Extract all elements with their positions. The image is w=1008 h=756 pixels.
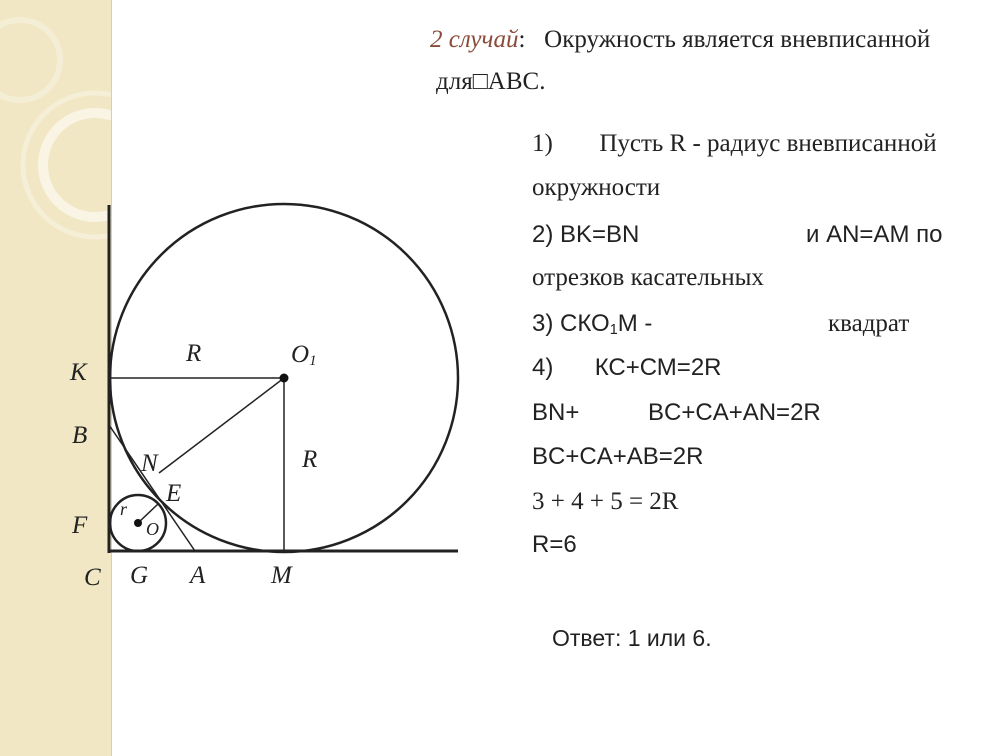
step3-text-b: М - [617, 310, 653, 337]
step4 [532, 354, 722, 382]
label-e: E [166, 480, 182, 507]
label-n: N [141, 450, 158, 477]
step1-text: Пусть R - радиус вневписанной [599, 130, 937, 157]
radius-on-line [159, 378, 284, 473]
label-o1 [291, 341, 317, 370]
step3-text-a: 3) СКО [532, 310, 610, 337]
title-text: Окружность является вневписанной [544, 26, 931, 53]
answer-text: Ответ: 1 или 6. [552, 625, 712, 651]
step1-number: 1) [532, 130, 553, 157]
step7: 3 + 4 + 5 = 2R [532, 488, 679, 515]
label-k: K [70, 359, 87, 386]
label-r-small: r [120, 499, 128, 519]
case-colon: : [518, 26, 526, 53]
center-o1-dot [280, 374, 289, 383]
step3-right: квадрат [828, 310, 910, 337]
step4-number: 4) [532, 354, 554, 381]
step5-left: BN+ [532, 399, 580, 426]
step2-right: и AN=AM по [806, 221, 943, 248]
label-m: M [271, 562, 292, 589]
label-f: F [72, 512, 88, 539]
label-o1-letter: O [291, 341, 310, 368]
label-r-top: R [186, 340, 202, 367]
step3-left [532, 310, 652, 338]
step2-left: 2) BK=BN [532, 221, 640, 248]
step4-text: КС+СМ=2R [594, 354, 722, 381]
step1 [532, 130, 937, 158]
center-o-dot [134, 519, 142, 527]
label-b: B [72, 422, 88, 449]
label-c: C [84, 564, 101, 591]
label-g: G [130, 562, 149, 589]
step2-continuation: отрезков касательных [532, 264, 764, 291]
label-o1-sub: 1 [309, 353, 317, 369]
step8: R=6 [532, 531, 577, 558]
step6: BC+CA+AB=2R [532, 443, 704, 470]
step3-sub: 1 [609, 322, 618, 338]
label-a: A [190, 562, 206, 589]
label-o: O [146, 519, 159, 539]
case-label: 2 случай [430, 26, 519, 53]
step5-right: BC+CA+AN=2R [648, 399, 821, 426]
step1-continuation: окружности [532, 174, 661, 201]
title-line2: для□ABC. [436, 68, 546, 95]
label-r-right: R [302, 446, 318, 473]
